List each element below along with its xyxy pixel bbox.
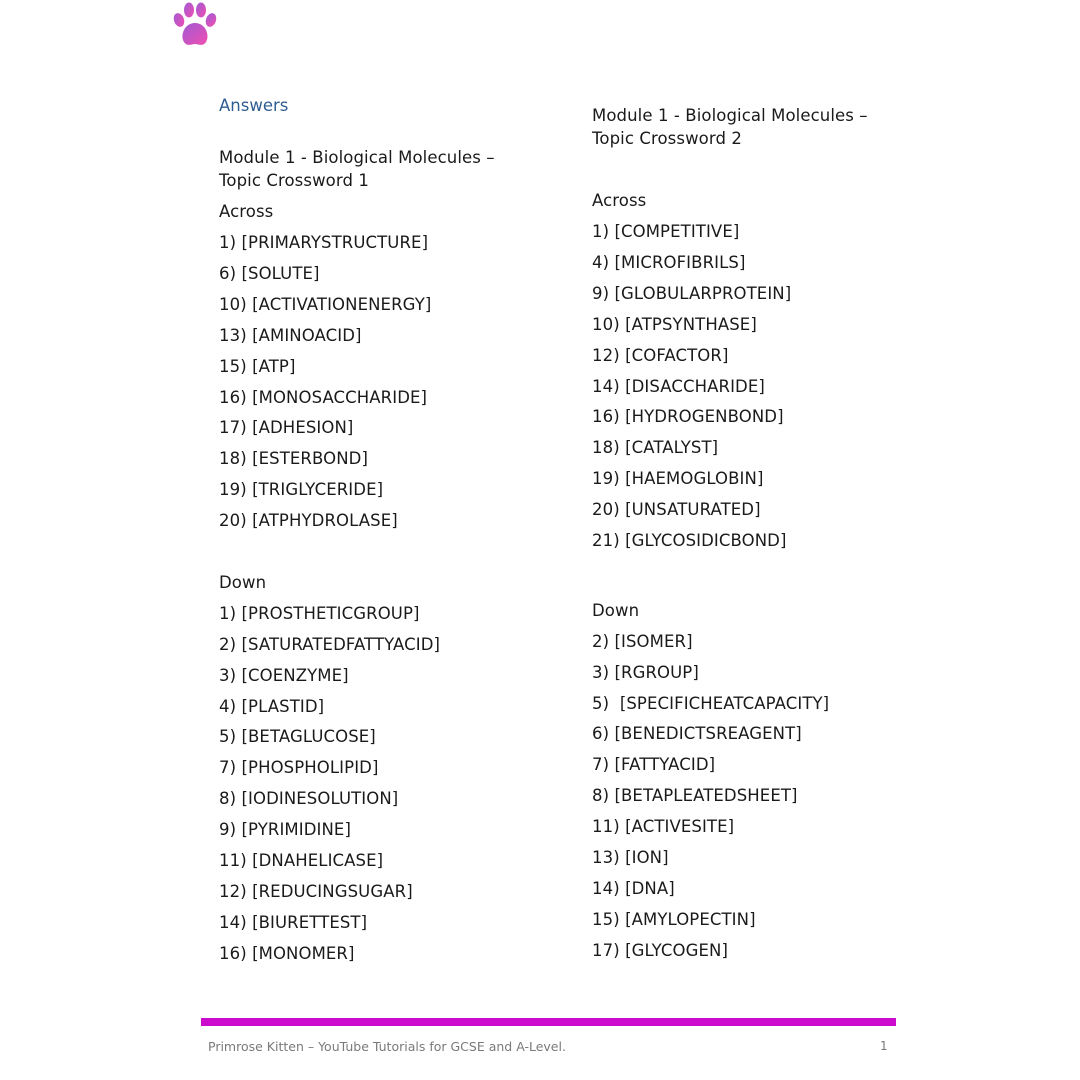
answer-item: 15) [ATP] — [219, 356, 296, 376]
answer-item: 3) [RGROUP] — [592, 662, 699, 682]
answer-item: 10) [ATPSYNTHASE] — [592, 314, 757, 334]
answer-item: 2) [SATURATEDFATTYACID] — [219, 634, 441, 654]
crossword-1-title-line-1: Module 1 - Biological Molecules – — [219, 148, 495, 167]
answer-item: 1) [PRIMARYSTRUCTURE] — [219, 233, 429, 253]
crossword-1-answers — [219, 147, 495, 970]
answer-item: 6) [BENEDICTSREAGENT] — [592, 724, 802, 744]
answer-item: 2) [ISOMER] — [592, 631, 693, 651]
page-number: 1 — [880, 1039, 888, 1053]
down-answer-list — [219, 599, 495, 970]
down-answer-list — [592, 627, 868, 967]
answer-item: 20) [ATPHYDROLASE] — [219, 511, 398, 531]
crossword-2-title-line-2: Topic Crossword 2 — [592, 128, 742, 148]
answer-item: 14) [DNA] — [592, 878, 675, 898]
answer-item: 8) [IODINESOLUTION] — [219, 789, 399, 809]
answer-item: 19) [HAEMOGLOBIN] — [592, 469, 764, 489]
answer-item: 18) [ESTERBOND] — [219, 449, 368, 469]
answer-item: 19) [TRIGLYCERIDE] — [219, 480, 384, 500]
answer-item: 4) [PLASTID] — [219, 696, 325, 716]
answer-item: 4) [MICROFIBRILS] — [592, 252, 746, 272]
answer-item: 13) [AMINOACID] — [219, 325, 362, 345]
across-label: Across — [219, 202, 274, 222]
answer-item: 17) [GLYCOGEN] — [592, 940, 728, 960]
down-label: Down — [219, 572, 267, 592]
across-answer-list — [219, 228, 495, 537]
answer-item: 9) [GLOBULARPROTEIN] — [592, 283, 792, 303]
answer-item: 9) [PYRIMIDINE] — [219, 820, 351, 840]
answer-item: 11) [DNAHELICASE] — [219, 851, 384, 870]
answer-item: 16) [MONOSACCHARIDE] — [219, 387, 428, 407]
answer-item: 12) [COFACTOR] — [592, 345, 729, 365]
answer-item: 20) [UNSATURATED] — [592, 500, 761, 520]
answer-item: 15) [AMYLOPECTIN] — [592, 909, 756, 929]
answer-item: 18) [CATALYST] — [592, 438, 719, 458]
footer-divider — [201, 1018, 896, 1026]
answer-item: 5) [BETAGLUCOSE] — [219, 727, 376, 747]
across-label: Across — [592, 191, 647, 211]
answer-item: 12) [REDUCINGSUGAR] — [219, 881, 413, 901]
answer-item: 8) [BETAPLEATEDSHEET] — [592, 786, 798, 806]
answer-item: 5) [SPECIFICHEATCAPACITY] — [592, 693, 830, 713]
answer-item: 16) [HYDROGENBOND] — [592, 407, 784, 427]
answer-item: 16) [MONOMER] — [219, 943, 355, 963]
answer-item: 3) [COENZYME] — [219, 665, 349, 685]
answer-item: 21) [GLYCOSIDICBOND] — [592, 530, 787, 550]
answer-item: 17) [ADHESION] — [219, 418, 354, 438]
crossword-2-answers — [592, 105, 868, 967]
answer-item: 6) [SOLUTE] — [219, 263, 320, 283]
crossword-1-title-line-2: Topic Crossword 1 — [219, 170, 369, 190]
answer-item: 10) [ACTIVATIONENERGY] — [219, 294, 432, 314]
answer-item: 1) [PROSTHETICGROUP] — [219, 603, 420, 623]
answer-item: 13) [ION] — [592, 848, 669, 867]
answer-item: 11) [ACTIVESITE] — [592, 817, 735, 837]
across-answer-list — [592, 217, 868, 557]
footer-text: Primrose Kitten – YouTube Tutorials for GCSE and A-Level. — [208, 1039, 566, 1054]
answer-item: 14) [DISACCHARIDE] — [592, 376, 765, 396]
paw-print-icon — [170, 0, 220, 50]
answer-item: 7) [FATTYACID] — [592, 755, 716, 775]
answer-item: 1) [COMPETITIVE] — [592, 222, 740, 242]
answers-heading: Answers — [219, 96, 289, 115]
answer-item: 14) [BIURETTEST] — [219, 912, 368, 932]
down-label: Down — [592, 600, 640, 620]
crossword-2-title-line-1: Module 1 - Biological Molecules – — [592, 106, 868, 125]
answer-item: 7) [PHOSPHOLIPID] — [219, 758, 379, 778]
